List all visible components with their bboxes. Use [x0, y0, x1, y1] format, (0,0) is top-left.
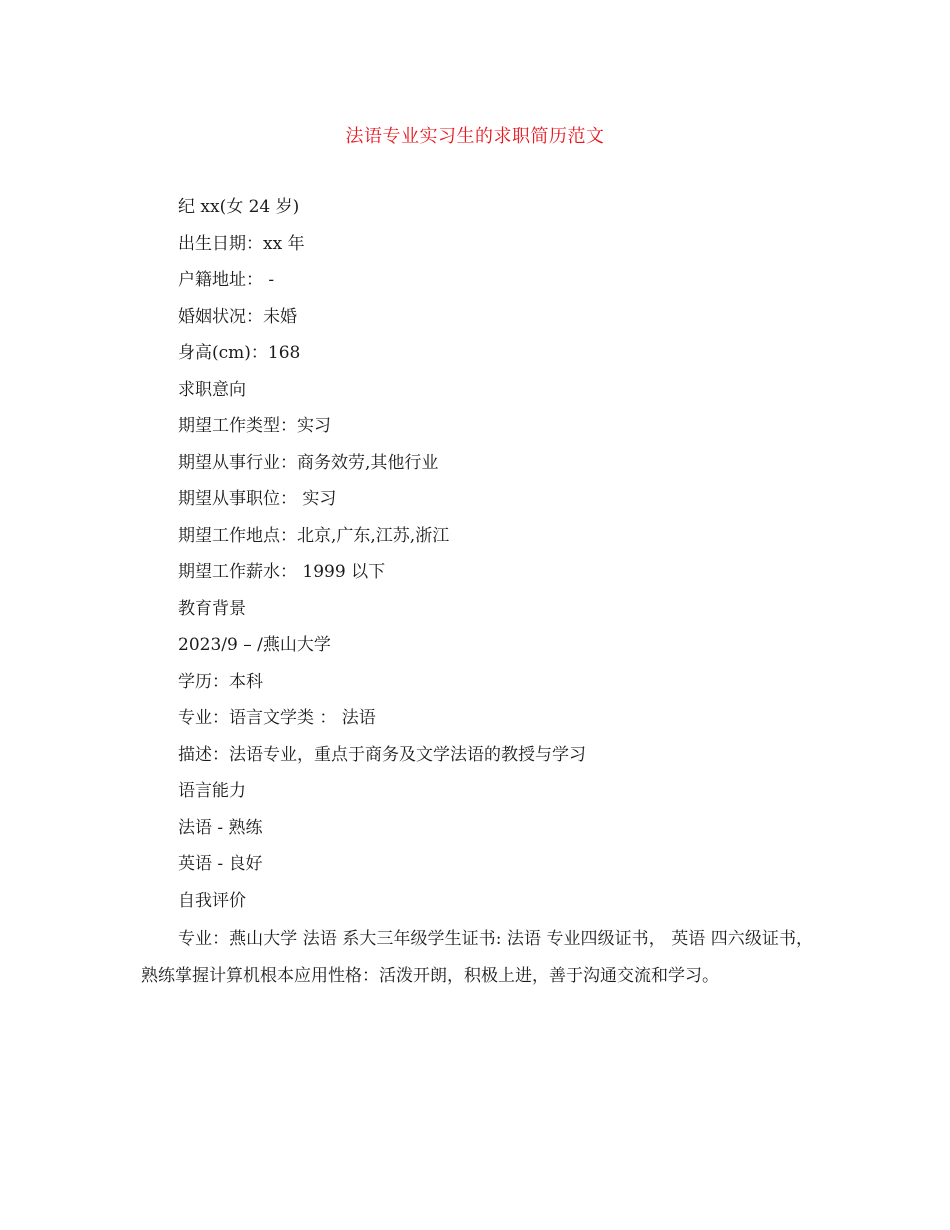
resume-line-french: 法语 - 熟练 — [178, 817, 263, 838]
resume-line-english: 英语 - 良好 — [178, 854, 263, 874]
resume-line-salary: 期望工作薪水： 1999 以下 — [178, 562, 386, 582]
resume-line-industry: 期望从事行业：商务效劳,其他行业 — [178, 452, 439, 473]
resume-line-description: 描述：法语专业，重点于商务及文学法语的教授与学习 — [178, 744, 586, 765]
resume-lines — [178, 195, 818, 925]
section-heading-education: 教育背景 — [178, 598, 246, 619]
section-heading-self-evaluation: 自我评价 — [178, 890, 246, 911]
resume-line-height: 身高(cm)：168 — [178, 343, 301, 363]
resume-line-location: 期望工作地点：北京,广东,江苏,浙江 — [178, 525, 450, 546]
document-title: 法语专业实习生的求职简历范文 — [345, 126, 605, 147]
self-evaluation-paragraph: 专业：燕山大学 法语 系大三年级学生证书: 法语 专业四级证书， 英语 四六级证书，熟练掌握计算机根本应用性格：活泼开朗，积极上进，善于沟通交流和学习。 — [141, 929, 813, 986]
resume-line-marital: 婚姻状况：未婚 — [178, 306, 297, 327]
section-heading-job-intention: 求职意向 — [178, 379, 246, 400]
resume-line-position: 期望从事职位： 实习 — [178, 489, 337, 509]
resume-line-household: 户籍地址： - — [178, 270, 275, 290]
section-heading-language: 语言能力 — [178, 781, 246, 801]
resume-line-job-type: 期望工作类型：实习 — [178, 416, 331, 436]
resume-line-school: 2023/9 – /燕山大学 — [178, 635, 331, 655]
resume-line-birthdate: 出生日期：xx 年 — [178, 233, 305, 254]
resume-line-name: 纪 xx(女 24 岁) — [178, 197, 300, 217]
resume-line-degree: 学历：本科 — [178, 671, 263, 692]
resume-line-major: 专业：语言文学类 ： 法语 — [178, 708, 376, 728]
